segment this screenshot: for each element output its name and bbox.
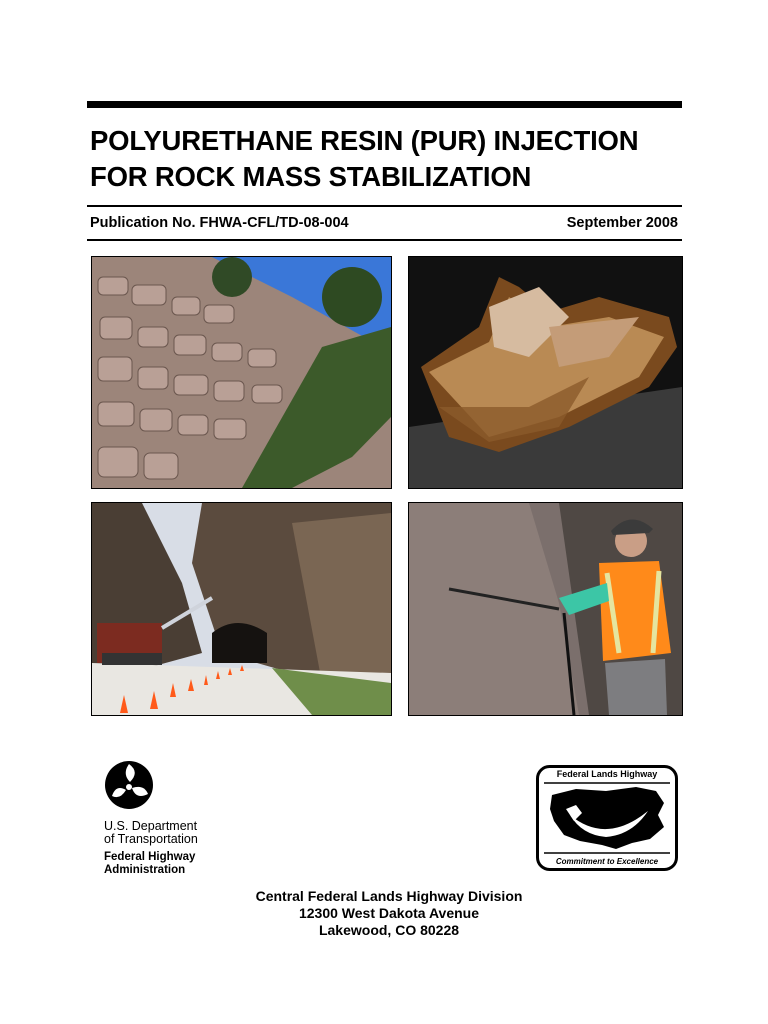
usdot-fhwa-text xyxy=(104,820,198,877)
photo-worker-injection xyxy=(408,502,683,716)
flh-logo xyxy=(536,765,678,871)
photo-rock-wall xyxy=(91,256,392,489)
photo-resin-rock-sample xyxy=(408,256,683,489)
address-line-3: Lakewood, CO 80228 xyxy=(318,922,460,938)
divider-upper xyxy=(87,205,682,207)
report-title xyxy=(90,123,690,195)
dot-line-2: of Transportation xyxy=(104,832,198,846)
address-line-2: 12300 West Dakota Avenue xyxy=(298,905,479,921)
top-rule xyxy=(87,101,682,108)
flh-logo-bottom-text: Commitment to Excellence xyxy=(555,857,659,866)
division-address xyxy=(0,888,768,939)
flh-logo-top-text: Federal Lands Highway xyxy=(556,769,658,779)
dot-line-4: Administration xyxy=(104,864,186,876)
title-line-1: POLYURETHANE RESIN (PUR) INJECTION xyxy=(90,125,639,156)
photo-canyon-tunnel xyxy=(91,502,392,716)
title-line-2: FOR ROCK MASS STABILIZATION xyxy=(90,161,532,192)
divider-lower xyxy=(87,239,682,241)
address-line-1: Central Federal Lands Highway Division xyxy=(255,888,523,904)
publication-date: September 2008 xyxy=(566,215,678,231)
dot-line-1: U.S. Department xyxy=(104,819,198,833)
dot-line-3: Federal Highway xyxy=(104,851,196,863)
publication-number: Publication No. FHWA-CFL/TD-08-004 xyxy=(90,215,349,231)
usdot-logo xyxy=(104,760,154,810)
